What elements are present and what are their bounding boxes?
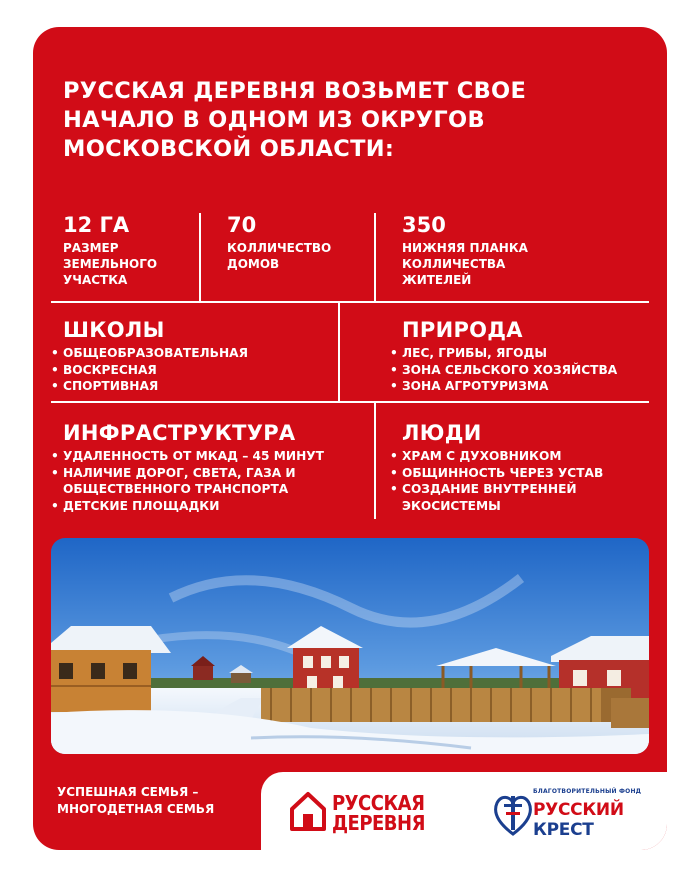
- section-nature: [390, 317, 660, 395]
- title-line: МОСКОВСКОЙ ОБЛАСТИ:: [63, 136, 395, 162]
- slogan-line: УСПЕШНАЯ СЕМЬЯ –: [57, 785, 199, 799]
- footer-logos: [261, 772, 667, 850]
- list-item: • УДАЛЕННОСТЬ ОТ МКАД – 45 МИНУТ: [51, 448, 371, 465]
- divider: [51, 401, 649, 403]
- divider: [374, 213, 376, 301]
- list-item: • СПОРТИВНАЯ: [51, 378, 336, 395]
- village-photo: [51, 538, 649, 754]
- slogan-line: МНОГОДЕТНАЯ СЕМЬЯ: [57, 802, 215, 816]
- list-item: • СОЗДАНИЕ ВНУТРЕННЕЙ: [390, 481, 660, 498]
- list-item: • ОБЩЕОБРАЗОВАТЕЛЬНАЯ: [51, 345, 336, 362]
- list-item: • ДЕТСКИЕ ПЛОЩАДКИ: [51, 498, 371, 515]
- stat-label: ЖИТЕЛЕЙ: [402, 273, 472, 287]
- stat-label: ЗЕМЕЛЬНОГО: [63, 257, 158, 271]
- section-heading: ПРИРОДА: [402, 318, 523, 342]
- russkiy-krest-logo: [493, 788, 663, 840]
- stat-label: РАЗМЕР: [63, 241, 119, 255]
- stat-label: КОЛЛИЧЕСТВО: [227, 241, 332, 255]
- list-item: ОБЩЕСТВЕННОГО ТРАНСПОРТА: [63, 482, 289, 496]
- stat-land-size: [63, 212, 157, 288]
- list-item: ЭКОСИСТЕМЫ: [402, 498, 501, 513]
- logo-text: ДЕРЕВНЯ: [332, 811, 425, 835]
- list-item: • ВОСКРЕСНАЯ: [51, 362, 336, 379]
- stat-residents: [402, 212, 528, 288]
- stat-value: 350: [402, 213, 446, 237]
- divider: [199, 213, 201, 301]
- list-item: • ХРАМ С ДУХОВНИКОМ: [390, 448, 660, 465]
- list-item: • ЛЕС, ГРИБЫ, ЯГОДЫ: [390, 345, 660, 362]
- list-item: • ОБЩИННОСТЬ ЧЕРЕЗ УСТАВ: [390, 465, 660, 482]
- title-line: НАЧАЛО В ОДНОМ ИЗ ОКРУГОВ: [63, 107, 485, 133]
- logo-text: [533, 800, 663, 840]
- stat-label: УЧАСТКА: [63, 273, 128, 287]
- list-item: • НАЛИЧИЕ ДОРОГ, СВЕТА, ГАЗА И: [51, 465, 371, 482]
- section-people: [390, 420, 660, 514]
- slogan: [57, 784, 247, 818]
- page-title: [63, 77, 643, 164]
- stat-label: КОЛЛИЧЕСТВА: [402, 257, 506, 271]
- logo-word: РУССКИЙ: [533, 800, 624, 820]
- section-infrastructure: [51, 420, 371, 514]
- section-heading: ИНФРАСТРУКТУРА: [63, 421, 296, 445]
- section-heading: ШКОЛЫ: [63, 318, 165, 342]
- stat-value: 12 ГА: [63, 213, 130, 237]
- stat-houses: [227, 212, 331, 272]
- house-icon: [288, 789, 328, 833]
- logo-subtitle: БЛАГОТВОРИТЕЛЬНЫЙ ФОНД: [533, 788, 642, 795]
- cross-heart-icon: [493, 790, 533, 838]
- logo-text: РУССКАЯ: [332, 791, 425, 815]
- poster-card: [33, 27, 667, 850]
- divider: [51, 301, 649, 303]
- stat-value: 70: [227, 213, 257, 237]
- section-schools: [51, 317, 336, 395]
- divider: [338, 301, 340, 401]
- section-heading: ЛЮДИ: [402, 421, 482, 445]
- list-item: • ЗОНА АГРОТУРИЗМА: [390, 378, 660, 395]
- list-item: • ЗОНА СЕЛЬСКОГО ХОЗЯЙСТВА: [390, 362, 660, 379]
- stat-label: ДОМОВ: [227, 257, 280, 271]
- divider: [374, 401, 376, 519]
- logo-word: КРЕСТ: [533, 820, 594, 840]
- title-line: РУССКАЯ ДЕРЕВНЯ ВОЗЬМЕТ СВОЕ: [63, 78, 527, 104]
- stat-label: НИЖНЯЯ ПЛАНКА: [402, 241, 528, 255]
- russkaya-derevnya-logo: [288, 789, 468, 839]
